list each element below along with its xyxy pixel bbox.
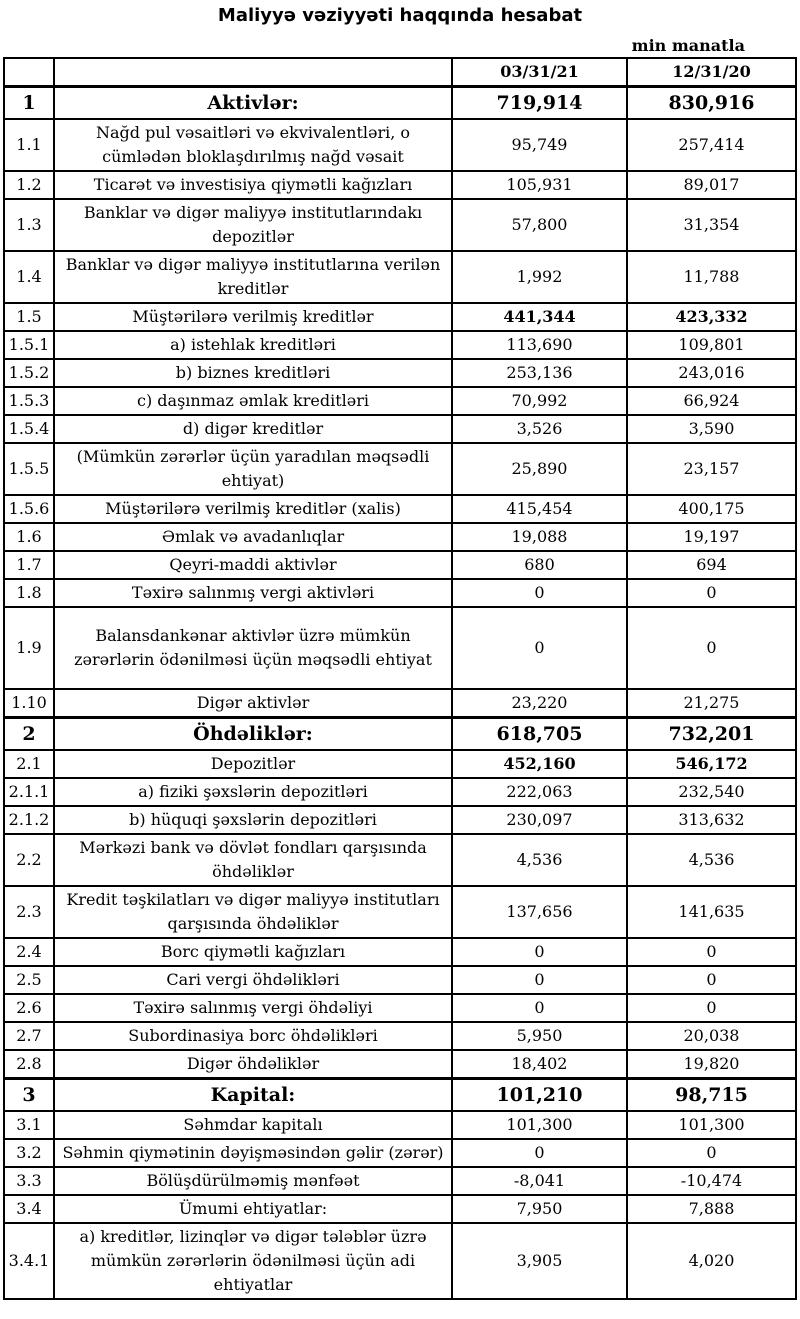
table-row xyxy=(4,834,796,886)
value-prior-cell: 20,038 xyxy=(627,1022,796,1050)
value-current-cell: 253,136 xyxy=(452,359,627,387)
row-label-cell: Qeyri-maddi aktivlər xyxy=(54,551,452,579)
value-current-cell: 5,950 xyxy=(452,1022,627,1050)
table-row xyxy=(4,994,796,1022)
value-current-cell: 70,992 xyxy=(452,387,627,415)
value-current-cell: 222,063 xyxy=(452,778,627,806)
row-number-cell: 2.3 xyxy=(4,886,54,938)
table-row xyxy=(4,886,796,938)
table-row xyxy=(4,251,796,303)
financial-position-table xyxy=(3,57,797,1300)
row-number-cell: 2.1 xyxy=(4,750,54,778)
row-label-cell: d) digər kreditlər xyxy=(54,415,452,443)
value-prior-cell: 0 xyxy=(627,966,796,994)
value-current-cell: 0 xyxy=(452,938,627,966)
table-row xyxy=(4,415,796,443)
header-period-prior: 12/31/20 xyxy=(627,58,796,87)
row-number-cell: 2.2 xyxy=(4,834,54,886)
value-prior-cell: 19,820 xyxy=(627,1050,796,1079)
value-current-cell: 19,088 xyxy=(452,523,627,551)
row-number-cell: 1.5.2 xyxy=(4,359,54,387)
unit-note: min manatla xyxy=(631,36,745,55)
value-current-cell: 680 xyxy=(452,551,627,579)
value-prior-cell: 98,715 xyxy=(627,1079,796,1112)
value-current-cell: 23,220 xyxy=(452,689,627,718)
row-label-cell: Əmlak və avadanlıqlar xyxy=(54,523,452,551)
table-row xyxy=(4,718,796,751)
value-prior-cell: 313,632 xyxy=(627,806,796,834)
row-label-cell: Təxirə salınmış vergi öhdəliyi xyxy=(54,994,452,1022)
row-label-cell: Müştərilərə verilmiş kreditlər xyxy=(54,303,452,331)
value-prior-cell: 0 xyxy=(627,994,796,1022)
row-number-cell: 3.2 xyxy=(4,1139,54,1167)
page-title: Maliyyə vəziyyəti haqqında hesabat xyxy=(217,5,583,26)
row-label-cell: Kredit təşkilatları və digər maliyyə institutları qarşısında öhdəliklər xyxy=(54,886,452,938)
value-prior-cell: 89,017 xyxy=(627,171,796,199)
row-number-cell: 2.6 xyxy=(4,994,54,1022)
value-current-cell: 1,992 xyxy=(452,251,627,303)
row-number-cell: 3.1 xyxy=(4,1111,54,1139)
row-label-cell: Subordinasiya borc öhdəlikləri xyxy=(54,1022,452,1050)
value-prior-cell: 0 xyxy=(627,607,796,689)
row-number-cell: 1.5.3 xyxy=(4,387,54,415)
row-label-cell: Banklar və digər maliyyə institutlarındakı depozitlər xyxy=(54,199,452,251)
table-row xyxy=(4,1139,796,1167)
row-number-cell: 2 xyxy=(4,718,54,751)
row-label-cell: Bölüşdürülməmiş mənfəət xyxy=(54,1167,452,1195)
value-prior-cell: 4,536 xyxy=(627,834,796,886)
table-row xyxy=(4,579,796,607)
row-number-cell: 1.4 xyxy=(4,251,54,303)
table-row xyxy=(4,806,796,834)
row-label-cell: Banklar və digər maliyyə institutlarına verilən kreditlər xyxy=(54,251,452,303)
table-row xyxy=(4,966,796,994)
row-label-cell: Digər öhdəliklər xyxy=(54,1050,452,1079)
value-prior-cell: 109,801 xyxy=(627,331,796,359)
header-number-cell xyxy=(4,58,54,87)
row-label-cell: a) fiziki şəxslərin depozitləri xyxy=(54,778,452,806)
value-prior-cell: 21,275 xyxy=(627,689,796,718)
value-current-cell: 7,950 xyxy=(452,1195,627,1223)
row-label-cell: Kapital: xyxy=(54,1079,452,1112)
table-row xyxy=(4,303,796,331)
table-row xyxy=(4,607,796,689)
value-current-cell: 0 xyxy=(452,994,627,1022)
row-number-cell: 2.7 xyxy=(4,1022,54,1050)
row-number-cell: 1.5.1 xyxy=(4,331,54,359)
value-prior-cell: 19,197 xyxy=(627,523,796,551)
value-current-cell: 3,905 xyxy=(452,1223,627,1299)
table-row xyxy=(4,1167,796,1195)
value-prior-cell: 0 xyxy=(627,938,796,966)
value-prior-cell: -10,474 xyxy=(627,1167,796,1195)
value-current-cell: 0 xyxy=(452,966,627,994)
value-current-cell: 0 xyxy=(452,1139,627,1167)
row-number-cell: 3 xyxy=(4,1079,54,1112)
table-row xyxy=(4,199,796,251)
header-period-current: 03/31/21 xyxy=(452,58,627,87)
row-number-cell: 1.1 xyxy=(4,119,54,171)
row-label-cell: Mərkəzi bank və dövlət fondları qarşısında öhdəliklər xyxy=(54,834,452,886)
row-number-cell: 1 xyxy=(4,87,54,120)
value-prior-cell: 232,540 xyxy=(627,778,796,806)
value-current-cell: 0 xyxy=(452,579,627,607)
row-label-cell: Ticarət və investisiya qiymətli kağızları xyxy=(54,171,452,199)
row-label-cell: Cari vergi öhdəlikləri xyxy=(54,966,452,994)
table-row xyxy=(4,523,796,551)
value-prior-cell: 0 xyxy=(627,579,796,607)
value-current-cell: 618,705 xyxy=(452,718,627,751)
value-current-cell: 4,536 xyxy=(452,834,627,886)
row-number-cell: 1.5.6 xyxy=(4,495,54,523)
value-prior-cell: 257,414 xyxy=(627,119,796,171)
value-current-cell: 3,526 xyxy=(452,415,627,443)
table-row xyxy=(4,1223,796,1299)
row-number-cell: 2.8 xyxy=(4,1050,54,1079)
row-number-cell: 1.5.4 xyxy=(4,415,54,443)
value-current-cell: 101,210 xyxy=(452,1079,627,1112)
value-prior-cell: 31,354 xyxy=(627,199,796,251)
value-prior-cell: 694 xyxy=(627,551,796,579)
value-current-cell: 0 xyxy=(452,607,627,689)
row-label-cell: Borc qiymətli kağızları xyxy=(54,938,452,966)
table-row xyxy=(4,331,796,359)
row-label-cell: b) biznes kreditləri xyxy=(54,359,452,387)
row-label-cell: Səhmin qiymətinin dəyişməsindən gəlir (zərər) xyxy=(54,1139,452,1167)
table-row xyxy=(4,87,796,120)
value-prior-cell: 400,175 xyxy=(627,495,796,523)
table-row xyxy=(4,119,796,171)
value-prior-cell: 4,020 xyxy=(627,1223,796,1299)
table-body xyxy=(4,87,796,1300)
value-prior-cell: 3,590 xyxy=(627,415,796,443)
value-prior-cell: 732,201 xyxy=(627,718,796,751)
row-label-cell: Səhmdar kapitalı xyxy=(54,1111,452,1139)
value-current-cell: 452,160 xyxy=(452,750,627,778)
table-row xyxy=(4,551,796,579)
row-label-cell: c) daşınmaz əmlak kreditləri xyxy=(54,387,452,415)
row-label-cell: Aktivlər: xyxy=(54,87,452,120)
row-number-cell: 3.3 xyxy=(4,1167,54,1195)
row-label-cell: Müştərilərə verilmiş kreditlər (xalis) xyxy=(54,495,452,523)
row-label-cell: Digər aktivlər xyxy=(54,689,452,718)
value-prior-cell: 11,788 xyxy=(627,251,796,303)
value-current-cell: -8,041 xyxy=(452,1167,627,1195)
table-row xyxy=(4,938,796,966)
value-current-cell: 719,914 xyxy=(452,87,627,120)
row-label-cell: Öhdəliklər: xyxy=(54,718,452,751)
row-label-cell: a) kreditlər, lizinqlər və digər tələblər üzrə mümkün zərərlərin ödənilməsi üçün adi ehtiyatlar xyxy=(54,1223,452,1299)
value-current-cell: 230,097 xyxy=(452,806,627,834)
value-prior-cell: 243,016 xyxy=(627,359,796,387)
table-row xyxy=(4,1050,796,1079)
row-label-cell: Ümumi ehtiyatlar: xyxy=(54,1195,452,1223)
value-prior-cell: 66,924 xyxy=(627,387,796,415)
value-current-cell: 137,656 xyxy=(452,886,627,938)
row-label-cell: Depozitlər xyxy=(54,750,452,778)
value-current-cell: 57,800 xyxy=(452,199,627,251)
value-current-cell: 415,454 xyxy=(452,495,627,523)
table-row xyxy=(4,171,796,199)
header-description-cell xyxy=(54,58,452,87)
row-label-cell: Təxirə salınmış vergi aktivləri xyxy=(54,579,452,607)
table-row xyxy=(4,387,796,415)
value-current-cell: 95,749 xyxy=(452,119,627,171)
row-number-cell: 1.7 xyxy=(4,551,54,579)
row-number-cell: 1.5.5 xyxy=(4,443,54,495)
row-number-cell: 1.9 xyxy=(4,607,54,689)
value-prior-cell: 141,635 xyxy=(627,886,796,938)
value-current-cell: 18,402 xyxy=(452,1050,627,1079)
row-number-cell: 1.3 xyxy=(4,199,54,251)
row-number-cell: 2.1.2 xyxy=(4,806,54,834)
row-label-cell: b) hüquqi şəxslərin depozitləri xyxy=(54,806,452,834)
row-number-cell: 3.4.1 xyxy=(4,1223,54,1299)
row-number-cell: 2.5 xyxy=(4,966,54,994)
row-number-cell: 3.4 xyxy=(4,1195,54,1223)
value-current-cell: 25,890 xyxy=(452,443,627,495)
row-number-cell: 2.1.1 xyxy=(4,778,54,806)
row-number-cell: 1.10 xyxy=(4,689,54,718)
value-prior-cell: 423,332 xyxy=(627,303,796,331)
row-number-cell: 1.5 xyxy=(4,303,54,331)
row-number-cell: 1.6 xyxy=(4,523,54,551)
row-label-cell: Nağd pul vəsaitləri və ekvivalentləri, o cümlədən bloklaşdırılmış nağd vəsait xyxy=(54,119,452,171)
table-row xyxy=(4,750,796,778)
row-label-cell: a) istehlak kreditləri xyxy=(54,331,452,359)
table-row xyxy=(4,1022,796,1050)
row-number-cell: 2.4 xyxy=(4,938,54,966)
value-current-cell: 101,300 xyxy=(452,1111,627,1139)
row-label-cell: (Mümkün zərərlər üçün yaradılan məqsədli ehtiyat) xyxy=(54,443,452,495)
table-row xyxy=(4,495,796,523)
table-row xyxy=(4,1195,796,1223)
table-row xyxy=(4,689,796,718)
value-prior-cell: 830,916 xyxy=(627,87,796,120)
table-row xyxy=(4,1111,796,1139)
value-prior-cell: 23,157 xyxy=(627,443,796,495)
value-current-cell: 113,690 xyxy=(452,331,627,359)
value-prior-cell: 0 xyxy=(627,1139,796,1167)
value-prior-cell: 101,300 xyxy=(627,1111,796,1139)
value-prior-cell: 7,888 xyxy=(627,1195,796,1223)
table-row xyxy=(4,778,796,806)
row-number-cell: 1.2 xyxy=(4,171,54,199)
table-row xyxy=(4,443,796,495)
table-header-row xyxy=(4,58,796,87)
table-row xyxy=(4,359,796,387)
value-prior-cell: 546,172 xyxy=(627,750,796,778)
table-row xyxy=(4,1079,796,1112)
row-number-cell: 1.8 xyxy=(4,579,54,607)
value-current-cell: 105,931 xyxy=(452,171,627,199)
value-current-cell: 441,344 xyxy=(452,303,627,331)
row-label-cell: Balansdankənar aktivlər üzrə mümkün zərərlərin ödənilməsi üçün məqsədli ehtiyat xyxy=(54,607,452,689)
